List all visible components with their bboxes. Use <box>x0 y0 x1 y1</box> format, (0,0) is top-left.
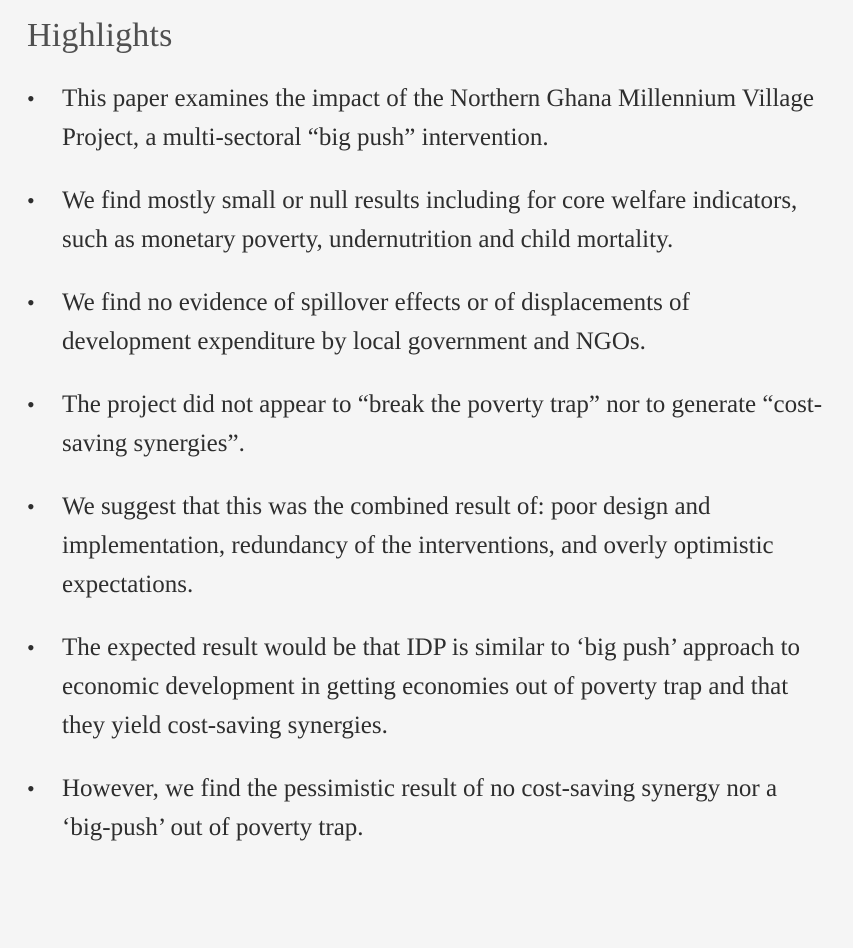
bullet-icon: • <box>27 635 35 660</box>
list-item <box>27 385 823 463</box>
list-item <box>27 628 823 745</box>
highlight-text: The expected result would be that IDP is similar to ‘big push’ approach to economic development in getting economies out of poverty trap and that they yield cost-saving synergies. <box>62 634 801 739</box>
list-item <box>27 283 823 361</box>
highlight-text: We find mostly small or null results including for core welfare indicators, such as monetary poverty, undernutrition and child mortality. <box>62 187 798 253</box>
highlight-text: However, we find the pessimistic result of no cost-saving synergy nor a ‘big-push’ out of poverty trap. <box>62 775 778 841</box>
highlight-text: We suggest that this was the combined result of: poor design and implementation, redundancy of the interventions, and overly optimistic expectations. <box>62 493 774 598</box>
list-item <box>27 487 823 604</box>
highlights-list <box>27 79 823 847</box>
highlight-text: We find no evidence of spillover effects or of displacements of development expenditure by local government and NGOs. <box>62 289 690 355</box>
section-title: Highlights <box>27 17 173 54</box>
list-item <box>27 79 823 157</box>
bullet-icon: • <box>27 188 35 213</box>
highlight-text: This paper examines the impact of the Northern Ghana Millennium Village Project, a multi-sectoral “big push” intervention. <box>62 85 814 151</box>
bullet-icon: • <box>27 494 35 519</box>
list-item <box>27 181 823 259</box>
bullet-icon: • <box>27 290 35 315</box>
bullet-icon: • <box>27 776 35 801</box>
list-item <box>27 769 823 847</box>
bullet-icon: • <box>27 392 35 417</box>
highlight-text: The project did not appear to “break the poverty trap” nor to generate “cost-saving synergies”. <box>62 391 823 457</box>
bullet-icon: • <box>27 86 35 111</box>
